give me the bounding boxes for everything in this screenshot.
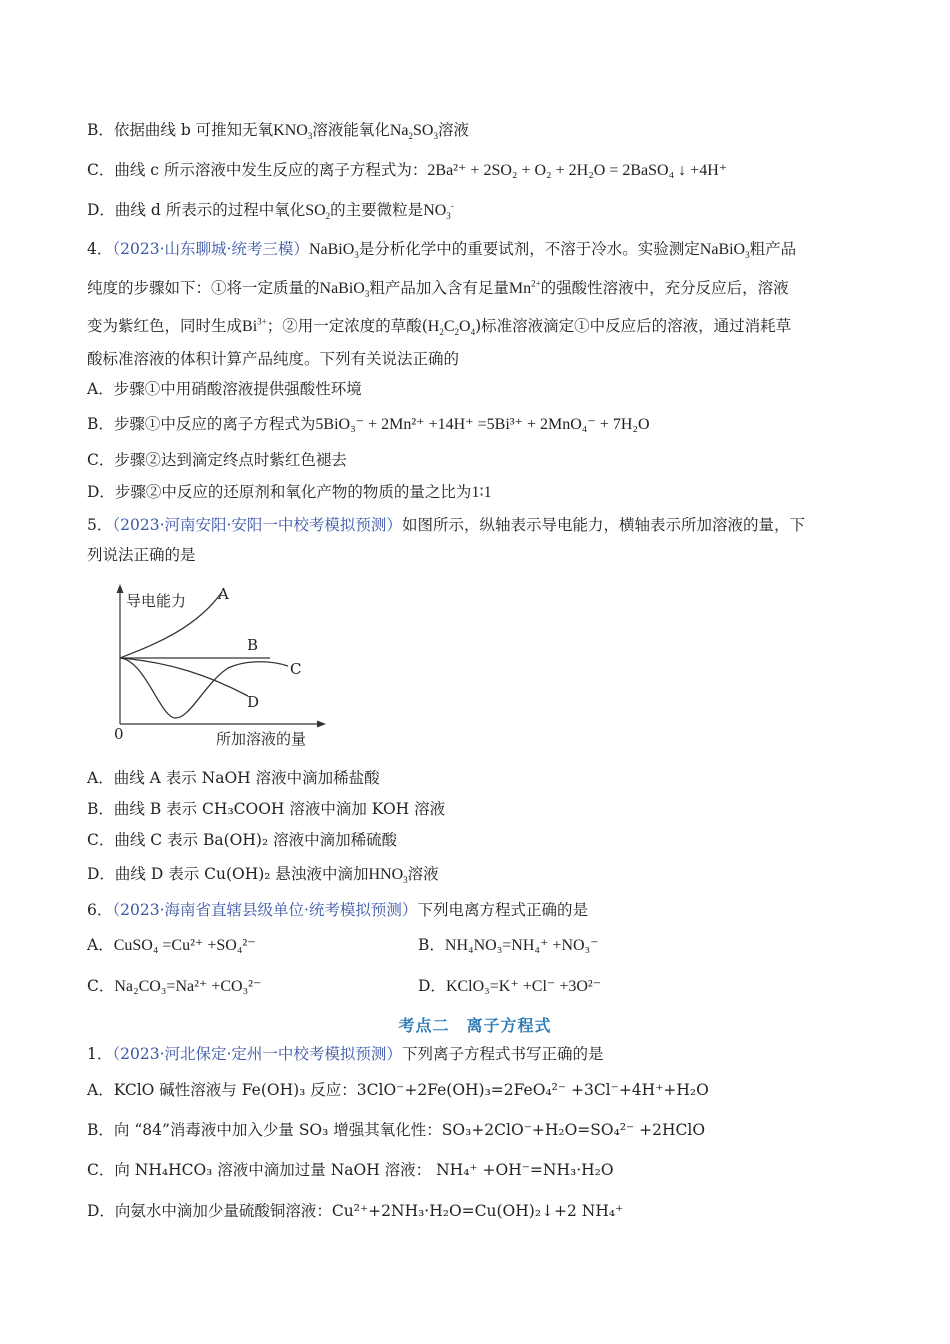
q5-stem-line2: 列说法正确的是 (87, 546, 196, 564)
q5-option-b[interactable]: B．曲线 B 表示 CH₃COOH 溶液中滴加 KOH 溶液 (87, 800, 446, 818)
q4-option-a[interactable]: A．步骤①中用硝酸溶液提供强酸性环境 (87, 380, 362, 398)
x-axis-label: 所加溶液的量 (216, 730, 307, 748)
q4-stem-line1: 4．（2023·山东聊城·统考三模）NaBiO$_3$是分析化学中的重要试剂，不溶于冷水。实验测定NaBiO$_3$粗产品 (87, 240, 797, 261)
y-axis-label: 导电能力 (126, 592, 187, 610)
formula-no3: $NO_3^-$ (423, 200, 454, 222)
q4-stem-line4: 酸标准溶液的体积计算产品纯度。下列有关说法正确的 (87, 350, 460, 368)
q3-option-c[interactable] (87, 159, 727, 182)
curve-d-label: D (247, 693, 260, 711)
formula-nabio3: NaBiO$_3$ (319, 280, 370, 300)
q5-option-c[interactable]: C．曲线 C 表示 Ba(OH)₂ 溶液中滴加稀硫酸 (87, 831, 398, 849)
q3-option-b[interactable] (87, 119, 469, 142)
s2-q1-stem: 1．（2023·河北保定·定州一中校考模拟预测）下列离子方程式书写正确的是 (87, 1045, 604, 1063)
x-axis-arrow (317, 721, 326, 728)
ratio: 1∶1 (471, 484, 492, 501)
q4-stem-line3: 变为紫红色，同时生成$Bi^{3+}$；②用一定浓度的草酸$(H_2C_2O_4)$标准溶液滴定①中反应后的溶液，通过消耗草 (87, 316, 792, 338)
s2-q1-option-a[interactable]: A．KClO 碱性溶液与 Fe(OH)₃ 反应：3ClO⁻+2Fe(OH)₃=2FeO₄²⁻ +3Cl⁻+4H⁺+H₂O (87, 1081, 709, 1099)
formula-mn: $Mn^{2+}$ (508, 278, 541, 297)
curve-d (120, 658, 248, 696)
equation: CuSO₄ =Cu²⁺ +SO₄²⁻ (113, 937, 256, 954)
q4-stem-line2: 纯度的步骤如下：①将一定质量的NaBiO$_3$粗产品加入含有足量$Mn^{2+}$的强酸性溶液中，充分反应后，溶液 (87, 278, 789, 300)
s2-q1-option-d[interactable]: D．向氨水中滴加少量硫酸铜溶液：Cu²⁺+2NH₃·H₂O=Cu(OH)₂↓+2 NH₄⁺ (87, 1202, 624, 1220)
formula-so2: $SO_2$ (305, 202, 331, 222)
q5-option-a[interactable]: A．曲线 A 表示 NaOH 溶液中滴加稀盐酸 (87, 769, 380, 787)
formula-kno3: $KNO_3$ (273, 122, 313, 142)
formula-nabio3: NaBiO$_3$ (699, 241, 750, 261)
q6-option-a[interactable]: A．CuSO₄ =Cu²⁺ +SO₄²⁻ (87, 936, 256, 954)
s2-q1-option-b[interactable]: B．向 “84”消毒液中加入少量 SO₃ 增强其氧化性：SO₃+2ClO⁻+H₂O=SO₄²⁻ +2HClO (87, 1121, 706, 1139)
q5-option-d[interactable]: D．曲线 D 表示 Cu(OH)₂ 悬浊液中滴加$HNO_3$溶液 (87, 865, 439, 886)
conductivity-graph (100, 582, 340, 752)
option-text: C．曲线 c 所示溶液中发生反应的离子方程式为： (87, 161, 428, 179)
q4-option-c[interactable]: C．步骤②达到滴定终点时紫红色褪去 (87, 451, 347, 469)
option-text: B．依据曲线 b 可推知无氧 (87, 121, 274, 139)
curve-a-label: A (218, 585, 229, 603)
option-text: 溶液能氧化 (312, 121, 390, 139)
formula-nabio3: NaBiO$_3$ (308, 241, 359, 261)
q6-option-c[interactable]: C．Na₂CO₃=Na²⁺ +CO₃²⁻ (87, 977, 262, 995)
question-source: （2023·海南省直辖县级单位·统考模拟预测） (112, 901, 418, 919)
question-source: （2023·山东聊城·统考三模） (112, 240, 309, 258)
origin-label: 0 (114, 725, 124, 743)
formula-h2c2o4: $H_2C_2O_4$ (427, 318, 476, 338)
equation: 5BiO₃⁻ + 2Mn²⁺ +14H⁺ =5Bi³⁺ + 2MnO₄⁻ + 7H₂O (315, 416, 650, 433)
y-axis-arrow (117, 584, 124, 593)
option-text: 的主要微粒是 (330, 201, 424, 219)
s2-q1-option-c[interactable]: C．向 NH₄HCO₃ 溶液中滴加过量 NaOH 溶液： NH₄⁺ +OH⁻=NH₃·H₂O (87, 1161, 614, 1179)
option-text: D．曲线 d 所表示的过程中氧化 (87, 201, 306, 219)
option-text: 溶液 (437, 121, 469, 139)
equation: NH₄NO₃=NH₄⁺ +NO₃⁻ (444, 937, 599, 954)
formula-na2so3: $Na_2SO_3$ (389, 122, 438, 142)
question-source: （2023·河南安阳·安阳一中校考模拟预测） (112, 516, 402, 534)
q4-option-d[interactable]: D．步骤②中反应的还原剂和氧化产物的物质的量之比为1∶1 (87, 483, 492, 501)
equation: KClO₃=K⁺ +Cl⁻ +3O²⁻ (445, 978, 602, 995)
question-number: 6． (87, 901, 113, 919)
question-number: 5． (87, 516, 113, 534)
curve-b-label: B (247, 636, 259, 654)
question-number: 1． (87, 1045, 113, 1063)
formula-bi: $Bi^{3+}$ (242, 316, 267, 335)
q3-option-d[interactable] (87, 199, 454, 222)
question-source: （2023·河北保定·定州一中校考模拟预测） (112, 1045, 402, 1063)
q6-option-d[interactable]: D．KClO₃=K⁺ +Cl⁻ +3O²⁻ (418, 977, 602, 995)
q4-option-b[interactable]: B．步骤①中反应的离子方程式为5BiO₃⁻ + 2Mn²⁺ +14H⁺ =5Bi³⁺ + 2MnO₄⁻ + 7H₂O (87, 415, 650, 433)
curve-c (120, 658, 288, 718)
question-number: 4． (87, 240, 113, 258)
section-title: 考点二 离子方程式 (398, 1016, 552, 1035)
q5-stem-line1: 5．（2023·河南安阳·安阳一中校考模拟预测）如图所示，纵轴表示导电能力，横轴表示所加溶液的量，下 (87, 516, 805, 534)
equation: Na₂CO₃=Na²⁺ +CO₃²⁻ (114, 978, 262, 995)
formula-hno3: $HNO_3$ (368, 866, 408, 886)
curve-c-label: C (290, 660, 302, 678)
q6-stem: 6．（2023·海南省直辖县级单位·统考模拟预测）下列电离方程式正确的是 (87, 901, 588, 919)
equation: 2Ba²⁺ + 2SO₂ + O₂ + 2H₂O = 2BaSO₄ ↓ +4H⁺ (427, 162, 728, 179)
q6-option-b[interactable]: B．NH₄NO₃=NH₄⁺ +NO₃⁻ (418, 936, 599, 954)
